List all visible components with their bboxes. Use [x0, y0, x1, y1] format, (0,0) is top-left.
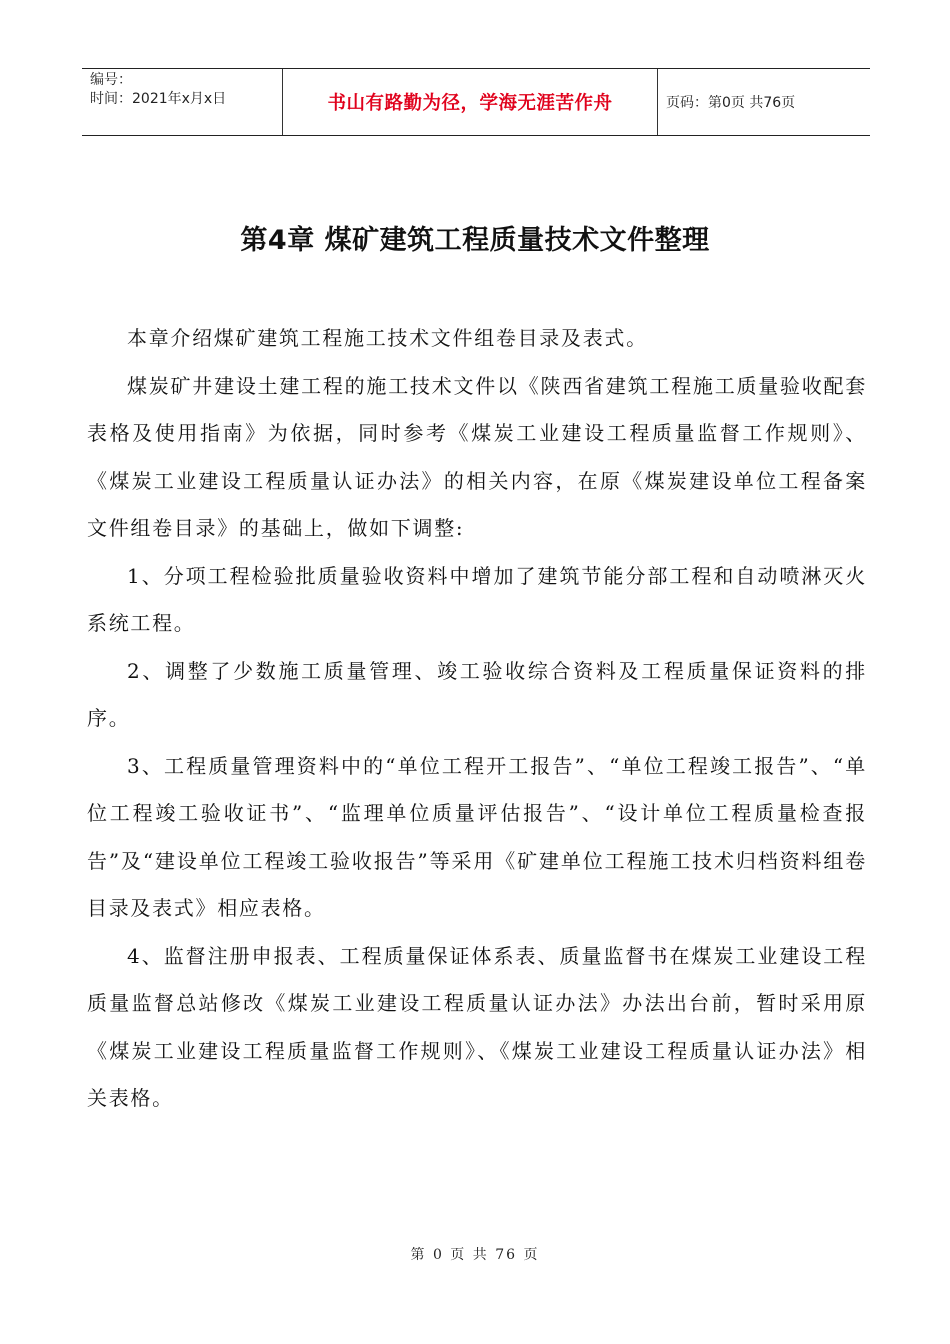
- paragraph: 4、监督注册申报表、工程质量保证体系表、质量监督书在煤炭工业建设工程质量监督总站修改《煤炭工业建设工程质量认证办法》办法出台前，暂时采用原《煤炭工业建设工程质量监督工作规则》、《煤炭工业建设工程质量认证办法》相关表格。: [87, 943, 867, 1110]
- paragraph: 煤炭矿井建设土建工程的施工技术文件以《陕西省建筑工程施工质量验收配套表格及使用指南》为依据，同时参考《煤炭工业建设工程质量监督工作规则》、《煤炭工业建设工程质量认证办法》的相关内容，在原《煤炭建设单位工程备案文件组卷目录》的基础上，做如下调整:: [87, 373, 867, 540]
- document-number-label: 编号：: [90, 72, 132, 88]
- chapter-title: 第4章 煤矿建筑工程质量技术文件整理: [240, 225, 710, 256]
- header-page-info: 页码：第0页 共76页: [666, 95, 796, 111]
- document-time-label: 时间：2021年x月x日: [90, 91, 227, 107]
- header-meta: [82, 69, 282, 135]
- paragraph: 3、工程质量管理资料中的“单位工程开工报告”、“单位工程竣工报告”、“单位工程竣工验收证书”、“监理单位质量评估报告”、“设计单位工程质量检查报告”及“建设单位工程竣工验收报告”等采用《矿建单位工程施工技术归档资料组卷目录及表式》相应表格。: [87, 753, 867, 920]
- page-header: [82, 68, 870, 136]
- paragraph: 2、调整了少数施工质量管理、竣工验收综合资料及工程质量保证资料的排序。: [87, 658, 867, 730]
- page-footer: 第 0 页 共 76 页: [410, 1247, 540, 1263]
- header-motto: 书山有路勤为径，学海无涯苦作舟: [282, 69, 658, 135]
- paragraph: 1、分项工程检验批质量验收资料中增加了建筑节能分部工程和自动喷淋灭火系统工程。: [87, 563, 867, 635]
- document-body: [87, 315, 867, 1123]
- paragraph: 本章介绍煤矿建筑工程施工技术文件组卷目录及表式。: [127, 326, 648, 350]
